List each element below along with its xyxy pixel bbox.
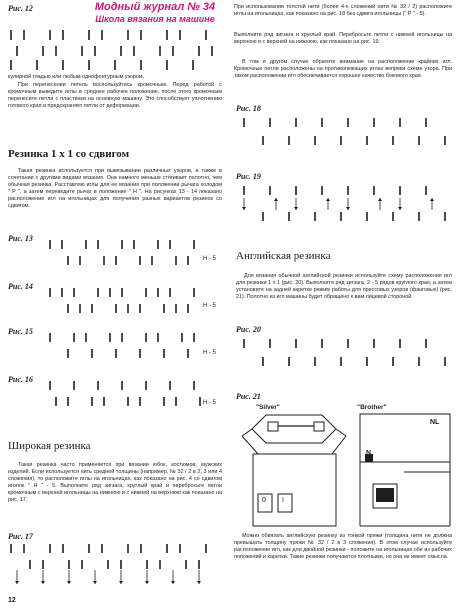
arrow-head xyxy=(119,581,123,584)
right-para-3: В том и другом случае обратите внимание на расположение крайних игл. Кромочные петли расположены на противолежащих иглах вопреки схеме узора. При таком расположении игл обеспечивается хорошее качество бокового края. xyxy=(234,59,452,80)
page-number: 12 xyxy=(8,597,16,604)
fig-16-label: Рис. 16 xyxy=(8,375,33,384)
left-para-1: кулирной гладью или любым однофонтурным узором. xyxy=(8,74,145,80)
fig-15-label: Рис. 15 xyxy=(8,327,33,336)
silver-carriage-panel xyxy=(242,415,346,526)
fig-13-diagram xyxy=(40,234,220,274)
fig-18-label: Рис. 18 xyxy=(236,104,261,113)
section-title-wide-elastic: Широкая резинка xyxy=(8,440,91,452)
arrow-head xyxy=(171,581,175,584)
fig-20-diagram xyxy=(236,335,456,375)
fig-20-label: Рис. 20 xyxy=(236,325,261,334)
arrow-head xyxy=(242,207,246,210)
arrow-head xyxy=(145,581,149,584)
left-para-4: Такая резинка часто применяется при вязании юбок, костюмов, мужских изделий. Если используется нить средней толщины (например, № 32 / 2 в 2, 3 или 4 сложения), то расположите иглы на игольницах, как показано на рис. 4 со сдвигом иголок " Н " - 5. Выполните ряд зигзага, круглый край и перебросьте петли кромочным с верхней игольницы на нижнюю и с нижней на верхнюю как показано на рис. 17. xyxy=(8,462,222,504)
fig-21-diagram xyxy=(236,412,456,530)
fig-16-h5: Н - 5 xyxy=(203,400,217,406)
magazine-subtitle: Школа вязания на машине xyxy=(95,14,215,24)
arrow-head xyxy=(378,198,382,201)
left-para-2: При перенесении петель воспользуйтесь кромочным. Перед работой с кромочным выведите иглы в среднее рабочее положение, после этого кромочным перенесите петли с пластинки на основную машину. Это способствует уплотнению готового края и предохраняет петли от деформации. xyxy=(8,82,222,110)
right-para-1: При использовании толстой нити (более 4-х сложений нити № 32 / 2) расположите иглы на игольницах, как показано на рис. 18 без сдвига игольницы (" Р " - 5). xyxy=(234,4,452,18)
fig-19-label: Рис. 19 xyxy=(236,172,261,181)
arrow-head xyxy=(274,198,278,201)
section-title-english-elastic: Английская резинка xyxy=(236,250,331,262)
right-para-4: Для вязания обычной английской резинки используйте схему расположения игл для резинки 1 х 1 (рис. 20). Выполните ряд зигзага, 2 - 5 рядов круглого края, а затем установите на задней каретке режим работы для прессовых узоров (фанговых) (рис. 21). Полотно из игл машины будет обращено к вам лицевой стороной. xyxy=(236,273,452,301)
arrow-head xyxy=(294,207,298,210)
arrow-head xyxy=(93,581,97,584)
arrow-head xyxy=(41,581,45,584)
label-silver: "Silver" xyxy=(256,404,280,411)
fig-13-h5: Н - 5 xyxy=(203,256,217,262)
arrow-head xyxy=(326,198,330,201)
label-zero: 0 xyxy=(262,497,266,504)
fig-15-diagram xyxy=(40,327,220,367)
right-para-2: Выполните ряд зигзага и круглый край. Перебросьте петли с нижней игольницы на верхнюю и с верхней на нижнюю, как показано на рис. 19. xyxy=(234,32,452,46)
arrow-head xyxy=(346,207,350,210)
arrow-head xyxy=(15,581,19,584)
arrow-head xyxy=(197,581,201,584)
fig-17-diagram xyxy=(5,540,225,592)
arrow-head xyxy=(67,581,71,584)
fig-12-diagram xyxy=(5,26,225,74)
arrow-head xyxy=(430,198,434,201)
label-one: I xyxy=(282,497,284,504)
fig-17-label: Рис. 17 xyxy=(8,532,33,541)
right-para-5: Можно обвязать английскую резинку из тонкой пряжи (толщина нити не должна превышать толщину пряжи № 32 / 2 в 3 сложения). В этом случае используйте расположение игл, как для двойной резинки - положите на игольницах обе из рабочих положений и каретки. Такие резинки получаются плотными, но она не имеет смысла. xyxy=(234,533,452,561)
label-nl: NL xyxy=(430,419,440,426)
brother-carriage-panel xyxy=(360,414,450,526)
magazine-title: Модный журнал № 34 xyxy=(94,1,216,13)
fig-14-label: Рис. 14 xyxy=(8,282,33,291)
section-title-elastic-shift: Резинка 1 х 1 со сдвигом xyxy=(8,148,130,160)
fig-19-diagram xyxy=(236,180,456,232)
fig-15-h5: Н - 5 xyxy=(203,350,217,356)
fig-14-diagram xyxy=(40,282,220,322)
fig-18-diagram xyxy=(236,114,456,154)
fig-21-label: Рис. 21 xyxy=(236,392,261,401)
fig-12-label: Рис. 12 xyxy=(8,4,33,13)
label-n: N xyxy=(366,450,372,457)
label-brother: "Brother" xyxy=(357,404,387,411)
fig-14-h5: Н - 5 xyxy=(203,303,217,309)
arrow-head xyxy=(398,207,402,210)
fig-16-diagram xyxy=(40,375,220,415)
fig-13-label: Рис. 13 xyxy=(8,234,33,243)
left-para-3: Такая резинка используется при вывязывании различных узоров, а также в сочетании с другими видами вязания. Она намного меньше стягивает полотно, чем обычная резинка. Расставляю иглы для ее вязания при положении рычага холодом " Р ", а затем переведите рычаг в положение " Н ". На рисунках 13 - 14 показано расположение игл на игольницах для получения разных вариантов резинок со сдвигом. xyxy=(8,168,222,210)
